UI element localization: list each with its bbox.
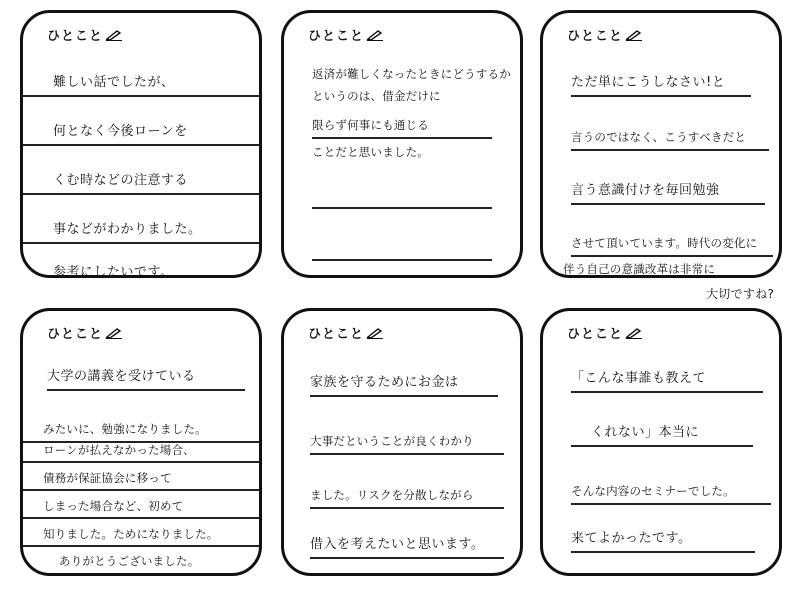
comment-card-3 — [540, 10, 782, 278]
comment-card-6 — [540, 308, 782, 576]
comment-line: 言うのではなく、こうすべきだと — [571, 117, 769, 151]
comment-line: 債務が保証協会に移って — [23, 463, 259, 491]
comment-line: くむ時などの注意する — [23, 161, 259, 195]
comment-line: 返済が難しくなったときにどうするか — [312, 67, 511, 81]
card-header-label: ひとこと — [47, 29, 104, 44]
comment-line: というのは、借金だけに — [312, 89, 441, 103]
comment-line: 借入を考えたいと思います。 — [310, 525, 504, 559]
comment-line: 何となく今後ローンを — [23, 112, 259, 146]
comment-overflow-text: 大切ですね? — [706, 287, 775, 301]
comment-line: くれない」本当に — [571, 413, 753, 447]
comment-line: 事などがわかりました。 — [23, 210, 259, 244]
comment-line: 家族を守るためにお金は — [310, 363, 498, 397]
comment-line: 言う意識付けを毎回勉強 — [571, 171, 765, 205]
comment-lines — [543, 13, 779, 275]
card-header-label: ひとこと — [567, 29, 624, 44]
comment-line: 「こんな事誰も教えて — [571, 359, 763, 393]
comment-card-1 — [20, 10, 262, 278]
comment-line: 大学の講義を受けている — [47, 357, 245, 391]
comment-line: しまった場合など、初めて — [23, 491, 259, 519]
comment-line: 伴う自己の意識改革は非常に — [563, 262, 716, 276]
comment-lines — [284, 13, 520, 275]
comment-line: 知りました。ためになりました。 — [23, 519, 259, 547]
card-header-label: ひとこと — [567, 327, 624, 342]
comment-card-4 — [20, 308, 262, 576]
comment-line: ただ単にこうしなさい!と — [571, 63, 751, 97]
comment-line: ローンが払えなかった場合、 — [23, 435, 259, 463]
comment-line: ました。リスクを分散しながら — [310, 475, 504, 509]
comment-line: 難しい話でしたが、 — [23, 63, 259, 97]
comment-line: 限らず何事にも通じる — [312, 105, 492, 139]
comment-line: 来てよかったです。 — [571, 519, 755, 553]
comment-lines — [284, 311, 520, 573]
card-header-label: ひとこと — [308, 327, 365, 342]
comment-line: ことだと思いました。 — [312, 145, 429, 159]
comment-line — [312, 163, 492, 209]
comment-line: そんな内容のセミナーでした。 — [571, 471, 771, 505]
comment-line: ありがとうございました。 — [59, 554, 200, 568]
comment-line: みたいに、勉強になりました。 — [23, 409, 259, 443]
card-header-label: ひとこと — [308, 29, 365, 44]
comment-card-5 — [281, 308, 523, 576]
comment-lines — [543, 311, 779, 573]
card-header-label: ひとこと — [47, 327, 104, 342]
comment-line — [312, 209, 492, 261]
comment-lines — [23, 13, 259, 280]
comment-card-2 — [281, 10, 523, 278]
comment-line: させて頂いています。時代の変化に — [571, 223, 773, 257]
comment-line: 大事だということが良くわかり — [310, 421, 504, 455]
comment-lines — [23, 311, 259, 573]
comment-line: 参考にしたいです。 — [53, 265, 174, 280]
